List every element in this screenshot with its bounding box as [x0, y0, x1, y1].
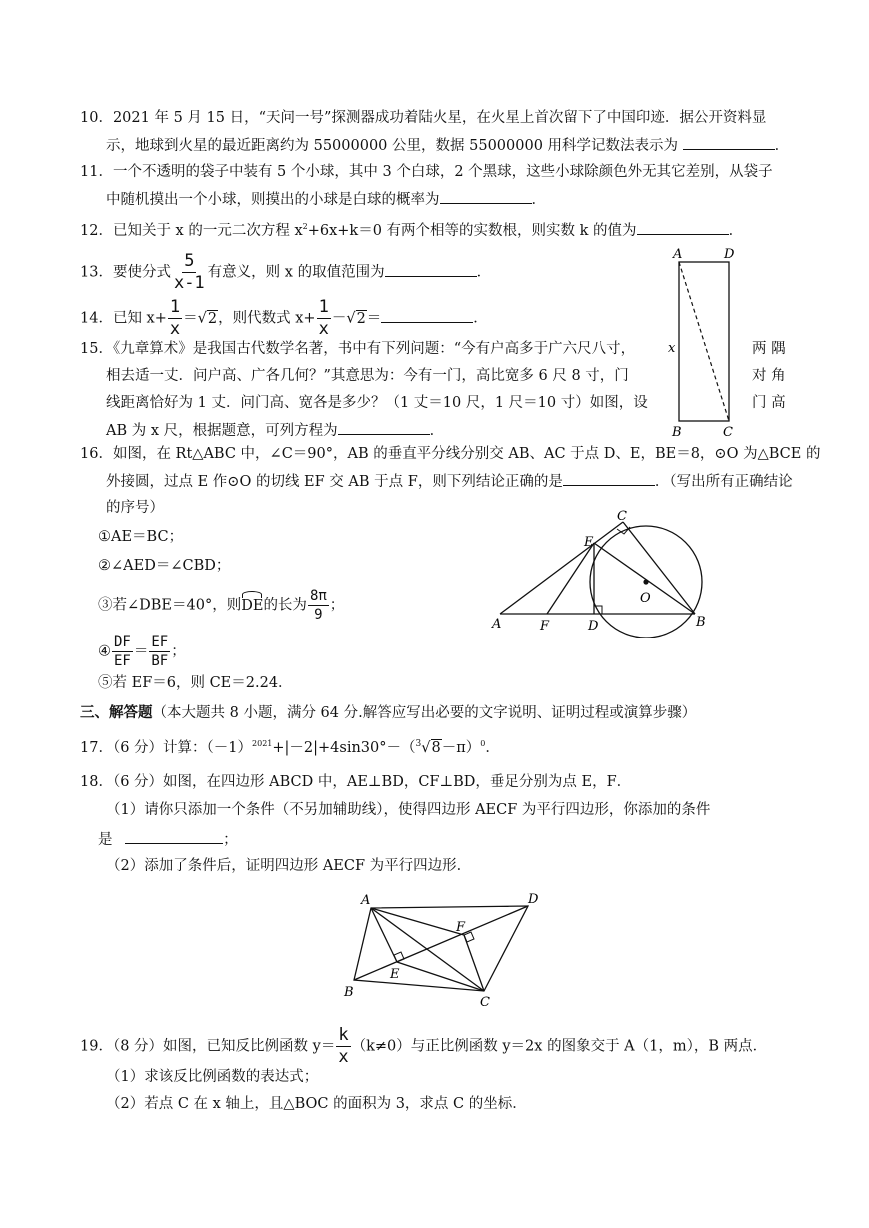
q14-eq: ＝: [183, 310, 198, 327]
q14-minus: －: [331, 310, 347, 327]
q16-opt4-eq: ＝: [133, 643, 149, 660]
q16-opt4-num-1: DF: [114, 634, 131, 650]
segment-cb: [623, 522, 695, 614]
q14-line: [80, 298, 488, 339]
fig15-label-c: C: [723, 425, 733, 440]
door-diagonal: [679, 262, 729, 421]
q13-answer-blank[interactable]: [385, 262, 477, 277]
q11-line2: [106, 189, 546, 210]
q15-door-figure: [660, 244, 750, 440]
q16-opt4-end: ；: [171, 643, 186, 660]
q13-post: 有意义，则 x 的取值范围为: [207, 264, 385, 281]
q15-line3: 线距离恰好为 1 丈．问门高、宽各是多少？（1 丈＝10 尺，1 尺＝10 寸）如图，设: [106, 395, 648, 411]
fig16-label-b: B: [696, 615, 706, 630]
fig15-label-a: A: [673, 247, 683, 262]
q19-line3: （2）若点 C 在 x 轴上，且△BOC 的面积为 3，求点 C 的坐标．: [106, 1096, 527, 1112]
q16-opt3-fraction: [308, 588, 329, 623]
q16-answer-blank[interactable]: [563, 471, 655, 486]
fig15-label-x: x: [668, 341, 676, 356]
q16-line3: 的序号）: [106, 500, 164, 516]
q17-post: －π）: [441, 739, 481, 756]
q16-opt3-den: 9: [314, 607, 323, 623]
q16-line2-text: 外接圆，过点 E 作⊙O 的切线 EF 交 AB 于点 F，则下列结论正确的是: [106, 474, 563, 490]
fig18-label-b: B: [344, 985, 354, 1000]
section3-desc: （本大题共 8 小题，满分 64 分.解答应写出必要的文字说明、证明过程或演算步骤）: [152, 705, 697, 721]
q14-sqrt-sign-1: √: [197, 310, 207, 327]
q14-fraction-2: [317, 298, 331, 339]
q18-line1: 18．（6 分）如图，在四边形 ABCD 中，AE⊥BD，CF⊥BD，垂足分别为点 E，F．: [80, 774, 632, 790]
q16-circle-figure: [490, 508, 720, 638]
q16-opt4-den-1: EF: [114, 653, 131, 669]
diagonal-ac: [371, 908, 484, 991]
q16-opt4-den-2: BF: [151, 653, 169, 669]
fig15-label-d: D: [724, 247, 735, 262]
q15-line4-text: AB 为 x 尺，根据题意，可列方程为: [106, 423, 338, 439]
q18-line3-pre: 是: [98, 832, 113, 848]
q16-opt2: ②∠AED＝∠CBD；: [98, 558, 231, 574]
q14-answer-blank[interactable]: [381, 308, 473, 323]
segment-ec: [397, 962, 484, 991]
q17-sup2: 0: [480, 739, 486, 748]
fig16-label-d: D: [588, 619, 599, 634]
q12-pre: 12．已知关于 x 的一元二次方程 x: [80, 222, 303, 239]
fig16-label-e: E: [584, 535, 594, 550]
fig18-label-f: F: [456, 920, 466, 935]
q17-mid: +|－2|+4sin30°－（: [272, 739, 416, 756]
segment-fc: [464, 935, 484, 991]
q16-opt5: ⑤若 EF＝6，则 CE＝2.24．: [98, 675, 293, 691]
fig18-label-a: A: [361, 893, 371, 908]
q14-den-2: x: [318, 319, 329, 339]
q15-line2-right: 对 角: [752, 368, 786, 384]
q13-fraction: [172, 252, 207, 293]
q12-line: [80, 217, 743, 241]
segment-ef: [547, 543, 594, 614]
q15-line1-right: 两 隅: [752, 341, 786, 357]
q11-answer-blank[interactable]: [440, 189, 532, 204]
diagonal-bd: [354, 906, 528, 980]
q14-eq2: ＝: [366, 310, 382, 327]
q15-answer-blank[interactable]: [338, 420, 430, 435]
q14-pre: 14．已知 x+: [80, 310, 167, 327]
q16-opt4-pre: ④: [98, 643, 111, 660]
q16-line2-end: ．（写出所有正确结论: [654, 474, 793, 490]
q14-fraction-1: [168, 298, 182, 339]
fig18-label-d: D: [528, 892, 539, 907]
fig18-label-e: E: [390, 967, 400, 982]
q18-line2: （1）请你只添加一个条件（不另加辅助线），使得四边形 AECF 为平行四边形，你添加的条件: [106, 802, 711, 818]
q16-opt3-num: 8π: [309, 588, 327, 604]
q16-opt3-mid: 的长为: [263, 597, 307, 614]
q10-text: 示，地球到火星的最近距离约为 55000000 公里，数据 55000000 用科学记数法表示为: [106, 138, 679, 154]
q13-den: x-1: [173, 273, 205, 293]
q12-sup: 2: [302, 222, 308, 231]
section3-title: 三、解答题: [80, 704, 153, 721]
q14-den-1: x: [169, 319, 181, 339]
q19-line2: （1）求该反比例函数的表达式；: [106, 1069, 319, 1085]
q13-num: 5: [184, 251, 195, 271]
q15-line4: [106, 420, 444, 441]
q18-quadrilateral-figure: [336, 886, 556, 1011]
q10-end: ．: [774, 138, 790, 154]
q14-radicand-1: 2: [207, 310, 218, 327]
q14-num-2: 1: [318, 297, 329, 317]
q17-root-sign: √: [421, 739, 431, 756]
section3-heading: [80, 703, 696, 723]
q19-pre: 19．（8 分）如图，已知反比例函数 y＝: [80, 1038, 336, 1055]
q13-pre: 13．要使分式: [80, 264, 171, 281]
q19-num: k: [338, 1025, 349, 1045]
q12-post: +6x+k＝0 有两个相等的实数根，则实数 k 的值为: [307, 222, 637, 239]
segment-af: [371, 908, 464, 935]
q19-post: （k≠0）与正比例函数 y＝2x 的图象交于 A（1，m），B 两点．: [351, 1038, 768, 1055]
q13-end: ．: [476, 264, 492, 281]
q19-line1: [80, 1026, 767, 1067]
q12-answer-blank[interactable]: [637, 220, 729, 235]
q14-radicand-2: 2: [356, 310, 366, 327]
fig18-label-c: C: [480, 995, 490, 1010]
q11-text: 中随机摸出一个小球，则摸出的小球是白球的概率为: [106, 192, 440, 208]
q13-line: [80, 252, 491, 293]
fig16-label-c: C: [617, 509, 627, 524]
q11-line1: 11．一个不透明的袋子中装有 5 个小球，其中 3 个白球，2 个黑球，这些小球除颜色外无其它差别，从袋子: [80, 164, 773, 180]
q19-fraction: [336, 1026, 350, 1067]
q18-line3: [98, 829, 238, 850]
q16-line1: 16．如图，在 Rt△ABC 中，∠C＝90°，AB 的垂直平分线分别交 AB、AC 于点 D、E，BE＝8，⊙O 为△BCE 的: [80, 446, 821, 462]
q14-mid: ，则代数式 x+: [218, 310, 316, 327]
q15-line2: 相去适一丈．问户高、广各几何？”其意思为：今有一门，高比宽多 6 尺 8 寸，门: [106, 368, 629, 384]
q16-line2: [106, 471, 793, 492]
q14-num-1: 1: [169, 297, 181, 317]
fig15-label-b: B: [672, 425, 682, 440]
q16-opt3-pre: ③若∠DBE＝40°，则: [98, 597, 242, 614]
q16-opt4-num-2: EF: [151, 634, 169, 650]
q17-line: [80, 734, 500, 758]
fig16-label-f: F: [540, 619, 550, 634]
q16-opt3: [98, 588, 344, 623]
q12-end: ．: [728, 222, 744, 239]
quad-abcd: [354, 906, 528, 991]
q10-answer-blank[interactable]: [683, 135, 775, 150]
center-o: [643, 579, 648, 584]
q15-line3-right: 门 高: [752, 395, 786, 411]
q16-opt1: ①AE＝BC；: [98, 529, 184, 545]
segment-ac: [500, 522, 623, 614]
q17-pre: 17．（6 分）计算：（－1）: [80, 739, 253, 756]
q10-line1: 10．2021 年 5 月 15 日，“天问一号”探测器成功着陆火星，在火星上首次留下了中国印迹．据公开资料显: [80, 110, 767, 126]
q16-opt4-fraction-1: [112, 634, 133, 669]
q15-end: ．: [429, 423, 445, 439]
q16-opt3-end: ；: [329, 597, 345, 614]
fig16-label-o: O: [640, 591, 651, 606]
q17-end: ．: [485, 739, 500, 756]
q18-line3-end: ；: [223, 832, 238, 848]
q16-opt4-fraction-2: [149, 634, 170, 669]
q14-sqrt-sign-2: √: [346, 310, 356, 327]
q17-root-index: 3: [415, 739, 422, 749]
q10-line2: [106, 135, 789, 156]
q16-opt3-arc: DE: [241, 597, 264, 614]
q17-radicand: 8: [431, 739, 441, 756]
q15-line1: 15．《九章算术》是我国古代数学名著，书中有下列问题：“今有户高多于广六尺八寸，: [80, 341, 636, 357]
q11-end: ．: [531, 192, 546, 208]
q18-line4: （2）添加了条件后，证明四边形 AECF 为平行四边形．: [106, 858, 472, 874]
q14-end: ．: [473, 310, 488, 327]
segment-ae: [371, 908, 397, 962]
fig16-label-a: A: [492, 617, 502, 632]
q18-answer-blank[interactable]: [125, 829, 223, 844]
q17-sup1: 2021: [252, 739, 273, 748]
q19-den: x: [338, 1047, 349, 1067]
q16-opt4: [98, 634, 186, 669]
